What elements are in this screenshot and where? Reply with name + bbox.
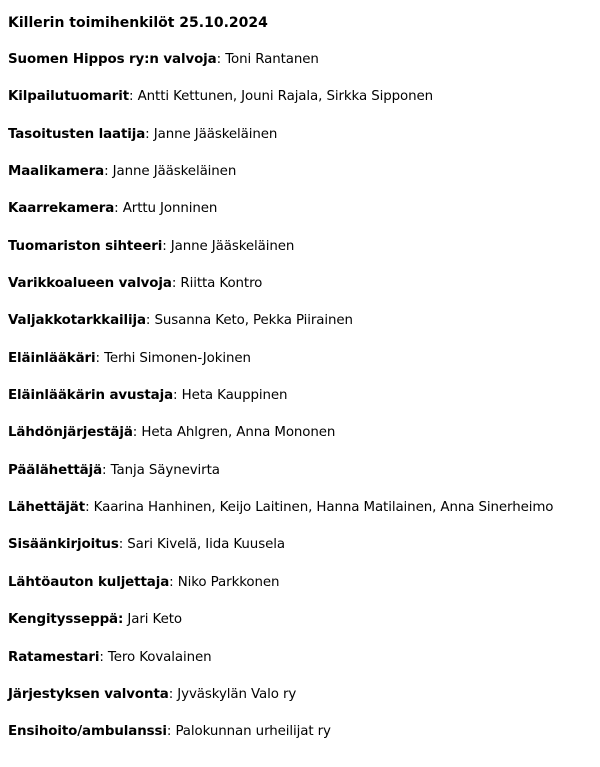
official-names: Antti Kettunen, Jouni Rajala, Sirkka Sipponen (137, 89, 434, 105)
official-row (8, 574, 600, 592)
official-row (8, 387, 600, 405)
official-names: Tanja Säynevirta (110, 462, 220, 478)
official-row (8, 350, 600, 368)
official-separator: : (216, 52, 226, 67)
official-separator: : (118, 537, 128, 553)
official-names: Toni Rantanen (225, 52, 319, 67)
official-names: Heta Kauppinen (181, 388, 288, 404)
official-row (8, 611, 600, 629)
official-row (8, 200, 600, 218)
official-separator: : (168, 686, 178, 702)
official-role: Kengitysseppä: (8, 612, 124, 628)
official-separator: : (85, 500, 94, 516)
official-row (8, 51, 600, 69)
official-separator: : (145, 126, 154, 142)
official-names: Jari Keto (127, 612, 182, 628)
official-names: Tero Kovalainen (107, 649, 212, 665)
official-row (8, 424, 600, 442)
official-role: Maalikamera (8, 164, 105, 180)
official-separator: : (145, 313, 155, 329)
official-separator: : (162, 238, 171, 254)
official-names: Riitta Kontro (180, 276, 263, 292)
official-role: Sisäänkirjoitus (8, 537, 119, 553)
official-role: Ensihoito/ambulanssi (8, 724, 167, 740)
official-names: Kaarina Hanhinen, Keijo Laitinen, Hanna Matilainen, Anna Sinerheimo (93, 500, 554, 516)
official-row (8, 238, 600, 256)
official-role: Varikkoalueen valvoja (8, 276, 172, 292)
official-separator: : (173, 388, 182, 404)
official-role: Järjestyksen valvonta (8, 686, 169, 702)
official-separator: : (102, 462, 111, 478)
official-separator: : (132, 425, 142, 441)
official-role: Päälähettäjä (8, 462, 103, 478)
official-separator: : (99, 649, 108, 665)
official-row (8, 686, 600, 704)
official-names: Niko Parkkonen (177, 574, 280, 590)
official-separator: : (95, 350, 105, 366)
official-row (8, 163, 600, 181)
official-names: Jyväskylän Valo ry (177, 686, 297, 702)
official-row (8, 126, 600, 144)
official-row (8, 536, 600, 554)
official-role: Tuomariston sihteeri (8, 238, 163, 254)
official-role: Ratamestari (8, 649, 100, 665)
official-role: Tasoitusten laatija (8, 126, 146, 142)
official-separator: : (169, 574, 178, 590)
official-role: Kilpailutuomarit (8, 89, 130, 105)
official-role: Kaarrekamera (8, 201, 115, 217)
official-role: Lähettäjät (8, 500, 86, 516)
official-names: Heta Ahlgren, Anna Mononen (141, 425, 336, 441)
official-separator: : (171, 276, 181, 292)
official-role: Eläinlääkäri (8, 350, 96, 366)
official-names: Palokunnan urheilijat ry (175, 724, 331, 740)
official-role: Suomen Hippos ry:n valvoja (8, 52, 217, 67)
official-names: Susanna Keto, Pekka Piirainen (154, 313, 353, 329)
official-row (8, 462, 600, 480)
official-separator: : (166, 724, 176, 740)
official-row (8, 275, 600, 293)
official-names: Arttu Jonninen (122, 201, 218, 217)
official-names: Terhi Simonen-Jokinen (104, 350, 251, 366)
official-row (8, 649, 600, 667)
official-names: Janne Jääskeläinen (170, 238, 295, 254)
official-names: Janne Jääskeläinen (153, 126, 278, 142)
official-separator: : (114, 201, 123, 217)
official-role: Lähtöauton kuljettaja (8, 574, 170, 590)
official-role: Valjakkotarkkailija (8, 313, 146, 329)
official-row (8, 499, 600, 517)
official-role: Lähdönjärjestäjä (8, 425, 133, 441)
official-separator: : (104, 164, 113, 180)
official-row (8, 312, 600, 330)
official-names: Sari Kivelä, Iida Kuusela (127, 537, 285, 553)
page-title: Killerin toimihenkilöt 25.10.2024 (8, 15, 268, 31)
official-role: Eläinlääkärin avustaja (8, 388, 174, 404)
official-names: Janne Jääskeläinen (112, 164, 237, 180)
official-row (8, 723, 600, 741)
official-row (8, 88, 600, 106)
official-separator: : (129, 89, 138, 105)
